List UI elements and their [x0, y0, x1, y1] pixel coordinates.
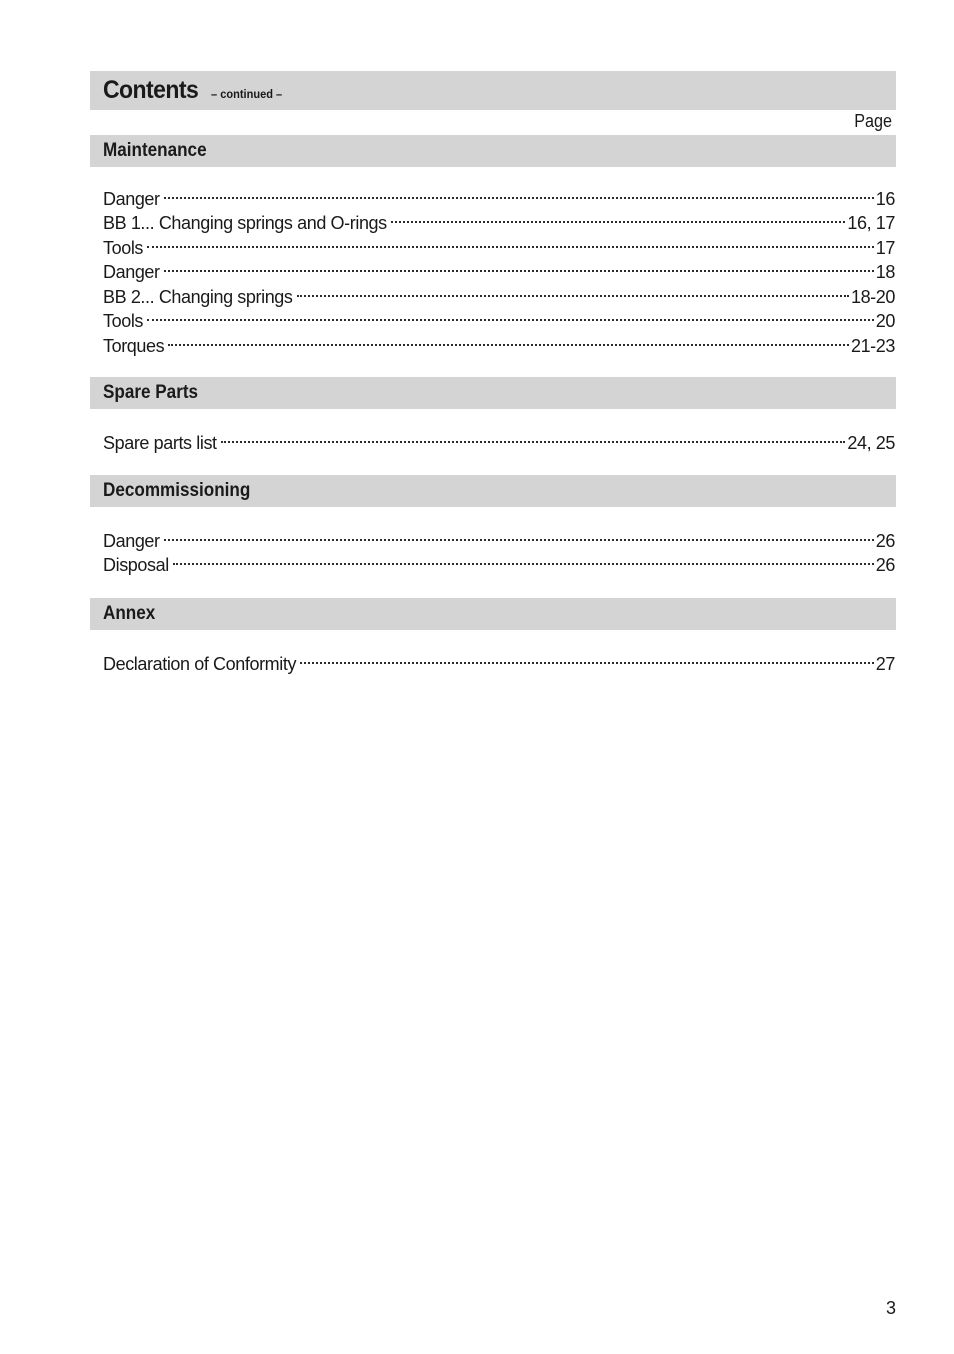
dot-leader [297, 278, 849, 303]
page-title: Contents [103, 76, 199, 104]
section-heading-maintenance [90, 135, 896, 167]
dot-leader [164, 180, 874, 205]
toc-entry-label: Declaration of Conformity [103, 653, 297, 674]
toc-entry-page: 18 [875, 262, 895, 282]
toc-entry-label: BB 2... Changing springs [103, 286, 293, 307]
toc-entry-label: Danger [103, 530, 160, 551]
toc-entry-label: BB 1... Changing springs and O-rings [103, 213, 387, 233]
dot-leader [391, 205, 846, 230]
toc-entry-page: 18-20 [850, 286, 895, 307]
toc-entry-page: 17 [875, 237, 895, 258]
toc-entry[interactable] [103, 229, 895, 258]
toc-entry-label: Danger [103, 188, 160, 209]
toc-entry-label: Tools [103, 237, 144, 258]
toc-entry[interactable] [103, 205, 895, 233]
toc-entry-page: 21-23 [850, 335, 895, 356]
section-heading-label: Maintenance [103, 140, 207, 161]
toc-entry[interactable] [103, 254, 895, 282]
toc-entry-page: 26 [875, 530, 895, 551]
section-heading-annex [90, 598, 896, 630]
section-entries-annex [103, 645, 895, 674]
dot-leader [300, 645, 874, 670]
page-number: 3 [885, 1298, 896, 1318]
section-heading-spare-parts [90, 377, 896, 409]
toc-entry-label: Torques [103, 335, 165, 356]
dot-leader [168, 327, 849, 352]
dot-leader [173, 547, 874, 572]
dot-leader [147, 229, 874, 254]
toc-entry-page: 16 [875, 188, 895, 209]
toc-entry-label: Disposal [103, 555, 169, 575]
page-column-label: Page [854, 111, 892, 131]
toc-entry[interactable] [103, 645, 895, 674]
toc-entry[interactable] [103, 278, 895, 307]
dot-leader [164, 522, 874, 547]
toc-entry-page: 26 [875, 555, 895, 575]
toc-entry-page: 27 [875, 653, 895, 674]
dot-leader [164, 254, 874, 279]
toc-entry[interactable] [103, 180, 895, 209]
toc-entry-page: 16, 17 [847, 213, 895, 233]
toc-entry[interactable] [103, 327, 895, 356]
toc-entry-label: Spare parts list [103, 432, 217, 453]
section-heading-label: Decommissioning [103, 480, 251, 501]
toc-entry-page: 24, 25 [847, 432, 895, 453]
section-entries-spare-parts [103, 424, 895, 453]
toc-entry[interactable] [103, 547, 895, 575]
dot-leader [147, 303, 874, 328]
section-heading-label: Annex [103, 603, 156, 624]
toc-entry-label: Danger [103, 262, 160, 282]
toc-entry[interactable] [103, 522, 895, 551]
section-heading-decommissioning [90, 475, 896, 507]
section-heading-label: Spare Parts [103, 382, 199, 403]
toc-entry[interactable] [103, 303, 895, 331]
toc-entry-label: Tools [103, 311, 144, 331]
toc-entry[interactable] [103, 424, 895, 453]
toc-entry-page: 20 [875, 311, 895, 331]
dot-leader [221, 424, 846, 449]
page-subtitle: – continued – [210, 87, 282, 101]
contents-title-bar [90, 71, 896, 110]
section-entries-maintenance [103, 180, 895, 356]
section-entries-decommissioning [103, 522, 895, 575]
